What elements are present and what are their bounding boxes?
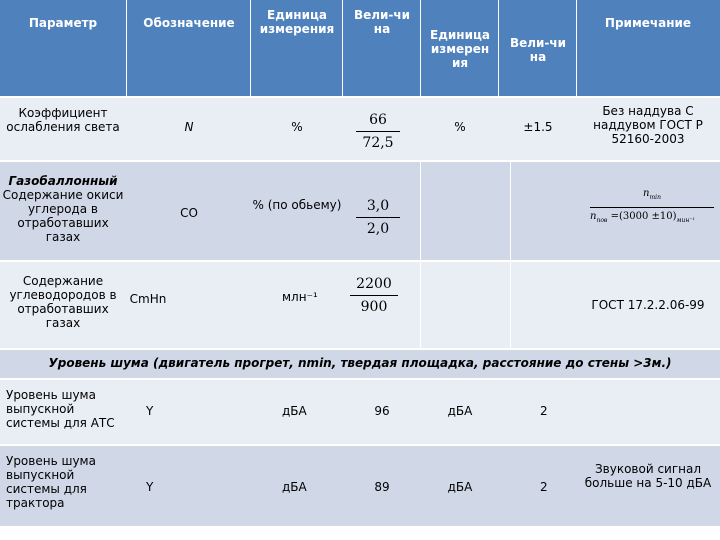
cell-symbol: N (184, 120, 194, 134)
fraction-denominator: 900 (360, 299, 388, 315)
cell-param (2, 174, 124, 244)
fraction-bar (356, 217, 400, 218)
fraction-numerator: 66 (369, 112, 387, 128)
formula-bar (590, 207, 714, 208)
cell-unit2: дБА (447, 404, 473, 418)
cell-note-formula (590, 188, 714, 227)
cell-value2: ±1.5 (523, 120, 553, 134)
param-label: Содержание окиси углерода в отработавших газах (2, 188, 124, 244)
formula-n-sub: min (649, 194, 661, 201)
row-divider (0, 260, 720, 262)
formula-rhs: =(3000 ±10) (610, 211, 677, 222)
column-divider (250, 0, 251, 96)
cell-value1: 96 (374, 404, 390, 418)
row-divider (0, 96, 720, 98)
row-divider (0, 378, 720, 380)
column-divider (342, 0, 343, 96)
cell-symbol: CO (180, 206, 198, 220)
cell-param: Коэффициент ослабления света (6, 106, 120, 134)
cell-param: Содержание углеводородов в отработавших газах (9, 274, 117, 330)
cell-value2: 2 (540, 404, 548, 418)
cell-param: Уровень шума выпускной системы для АТС (6, 388, 115, 430)
cell-value-fraction (356, 112, 400, 151)
formula-n: n (643, 188, 650, 199)
column-divider (510, 162, 511, 348)
fraction-bar (350, 295, 398, 296)
cell-param: Уровень шума выпускной системы для трактора (6, 454, 96, 510)
cell-symbol: Y (146, 480, 154, 494)
fraction-bar (356, 131, 400, 132)
header-unit1: Единица измерения (259, 8, 335, 36)
column-divider (420, 0, 421, 96)
formula-denominator (590, 211, 714, 227)
cell-value-fraction (356, 198, 400, 237)
header-note: Примечание (604, 16, 692, 30)
cell-symbol: CmHn (129, 292, 167, 306)
section-title: Уровень шума (двигатель прогрет, nmin, твердая площадка, расстояние до стены >3м.) (48, 356, 672, 370)
column-divider (576, 0, 577, 96)
fraction-denominator: 72,5 (362, 135, 394, 151)
header-unit2: Единица измерен ия (430, 28, 490, 70)
header-param: Параметр (28, 16, 98, 30)
column-divider (498, 0, 499, 96)
cell-note: Звуковой сигнал больше на 5-10 дБА (584, 462, 712, 490)
cell-value1: 89 (374, 480, 390, 494)
column-divider (420, 162, 421, 348)
header-value2: Вели-чи на (509, 36, 567, 64)
fraction-denominator: 2,0 (366, 221, 390, 237)
cell-unit1: млн⁻¹ (282, 290, 318, 304)
column-divider (126, 0, 127, 96)
cell-symbol: Y (146, 404, 154, 418)
row-divider (0, 160, 720, 162)
cell-unit1: дБА (282, 480, 307, 494)
cell-unit1: дБА (282, 404, 307, 418)
formula-unit: мин⁻¹ (676, 217, 695, 224)
cell-value2: 2 (540, 480, 548, 494)
header-symbol: Обозначение (143, 16, 235, 30)
formula-lhs-sub: пов (596, 217, 608, 224)
formula-lhs: n (590, 211, 597, 222)
header-value1: Вели-чи на (353, 8, 411, 36)
fraction-numerator: 3,0 (366, 198, 390, 214)
cell-unit1: % (по обьему) (252, 198, 342, 212)
cell-note: Без наддува С наддувом ГОСТ Р 52160-2003 (593, 104, 703, 146)
fraction-numerator: 2200 (356, 276, 392, 292)
param-bold-label: Газобаллонный (8, 174, 118, 188)
cell-unit2: % (454, 120, 466, 134)
cell-unit1: % (291, 120, 303, 134)
cell-unit2: дБА (447, 480, 473, 494)
formula-numerator (590, 188, 714, 204)
cell-value-fraction (350, 276, 398, 315)
row-divider (0, 444, 720, 446)
cell-note: ГОСТ 17.2.2.06-99 (591, 298, 705, 312)
row-divider (0, 348, 720, 350)
